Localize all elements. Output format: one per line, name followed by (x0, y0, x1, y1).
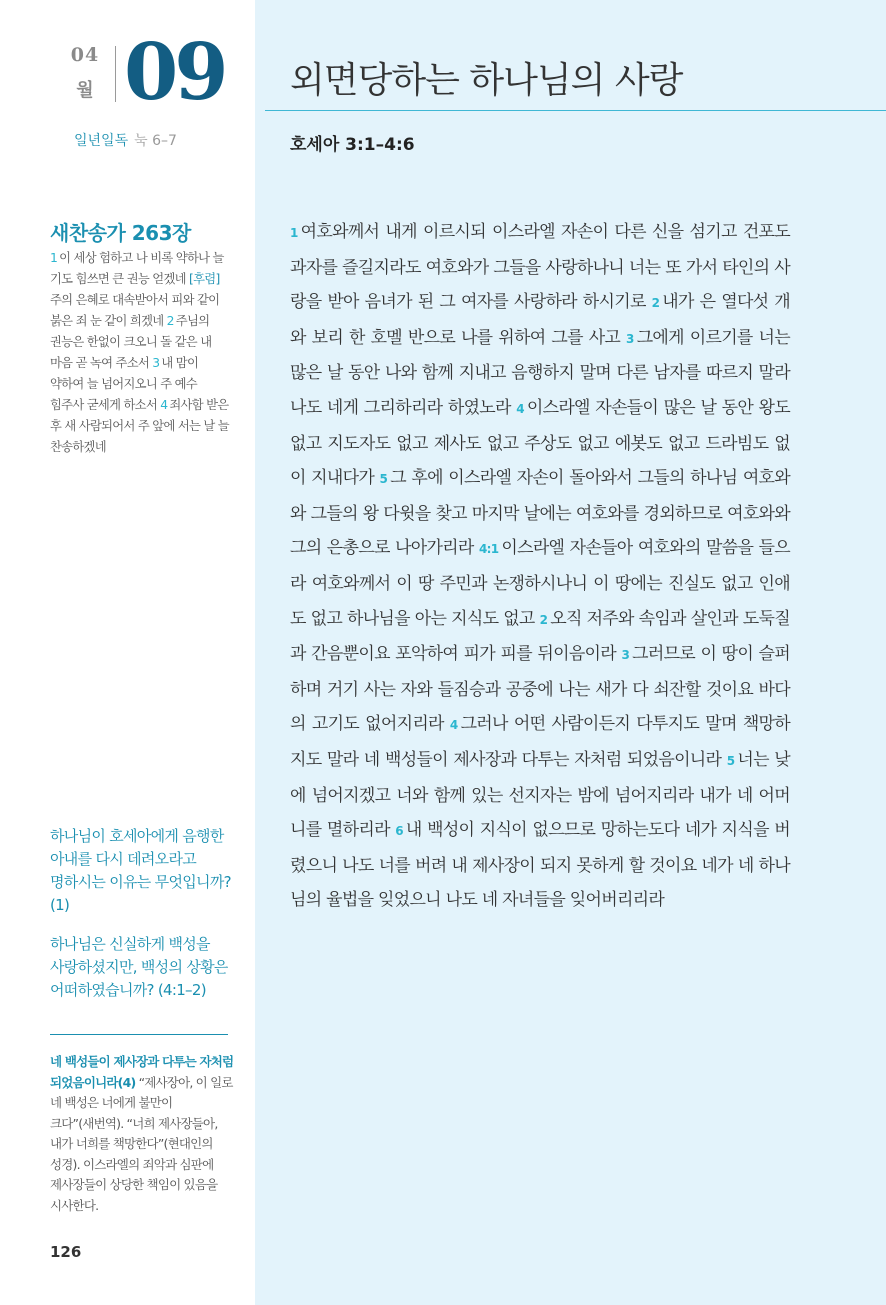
verse-number: 1 (290, 226, 298, 240)
hymn-chorus-label: [후렴] (189, 272, 220, 286)
page-number: 126 (50, 1243, 82, 1261)
verse-number: 4 (449, 718, 458, 733)
title-divider (265, 110, 886, 111)
verse-number: 5 (379, 472, 388, 487)
hymn-verse-number: 3 (152, 356, 160, 370)
verse-text: 이스라엘 자손들이 많은 날 동안 왕도 없고 지도자도 없고 제사도 없고 주상도 없고 에봇도 없고 드라빔도 없이 지내다가 (290, 397, 790, 489)
verse-number: 3 (626, 331, 634, 346)
verse-number: 3 (621, 648, 630, 663)
hymn-chorus-text: 주의 은혜로 대속받아서 피와 같이 붉은 죄 눈 같이 희겠네 (50, 293, 220, 328)
hymn-title: 새찬송가 263장 (50, 221, 191, 245)
sidebar (0, 0, 255, 1305)
verse-text: 내 백성이 지식이 없으므로 망하는도다 네가 지식을 버렸으니 나도 너를 버려 내 제사장이 되지 못하게 할 것이요 네가 네 하나님의 율법을 잊었으니 나도 네 자녀들을 잊어버리리라 (290, 820, 790, 911)
scripture-text (290, 215, 790, 918)
passage-reference: 호세아 3:1–4:6 (290, 135, 415, 155)
verse-number: 5 (726, 753, 735, 768)
commentary-note (50, 1052, 234, 1216)
month-label: 월 (76, 80, 94, 101)
hymn-verse-number: 1 (50, 251, 58, 265)
question: 하나님이 호세아에게 음행한 아내를 다시 데려오라고 명하시는 이유는 무엇입니까? (1) (50, 827, 231, 914)
hymn-verse-text: 내 맘이 약하여 늘 넘어지오니 주 예수 힘주사 굳세게 하소서 (50, 356, 199, 412)
verse-text: 그 후에 이스라엘 자손이 돌아와서 그들의 하나님 여호와와 그들의 왕 다윗을 찾고 마지막 날에는 여호와를 경외하므로 여호와와 그의 은총으로 나아가리라 (290, 468, 790, 559)
reading-plan (74, 130, 177, 150)
reading-plan-label: 일년일독 (74, 133, 129, 149)
hymn-lyrics (50, 248, 232, 458)
verse-text: 그러므로 이 땅이 슬퍼하며 거기 사는 자와 들짐승과 공중에 나는 새가 다 쇠잔할 것이요 바다의 고기도 없어지리라 (290, 644, 790, 735)
sidebar-divider (50, 1034, 228, 1035)
reflection-questions (50, 825, 236, 1018)
verse-text: 여호와께서 내게 이르시되 이스라엘 자손이 다른 신을 섬기고 건포도 과자를 즐길지라도 여호와가 그들을 사랑하나니 너는 또 가서 타인의 사랑을 받아 음녀가 된 그 여자를 사랑하라 하시기로 (290, 222, 790, 313)
page-title: 외면당하는 하나님의 사랑 (290, 60, 683, 101)
verse-number: 6 (395, 824, 403, 839)
hymn-verse-text: 이 세상 험하고 나 비록 약하나 늘 기도 힘쓰면 큰 권능 얻겠네 (50, 251, 224, 286)
note-body: “제사장아, 이 일로 네 백성은 너에게 불만이 크다”(새번역). “너희 제사장들아, 내가 너희를 책망한다”(현대인의 성경). 이스라엘의 죄악과 심판에 제사장들이 상당한 책임이 있음을 시사한다. (50, 1074, 233, 1213)
verse-number: 2 (539, 612, 548, 627)
verse-text: 내가 은 열다섯 개와 보리 한 호멜 반으로 나를 위하여 그를 사고 (290, 292, 790, 348)
verse-text: 그에게 이르기를 너는 많은 날 동안 나와 함께 지내고 음행하지 말며 다른 남자를 따르지 말라 나도 네게 그리하리라 하였노라 (290, 327, 790, 418)
verse-number: 4:1 (478, 542, 499, 557)
verse-text: 이스라엘 자손들아 여호와의 말씀을 들으라 여호와께서 이 땅 주민과 논쟁하시나니 이 땅에는 진실도 없고 인애도 없고 하나님을 아는 지식도 없고 (290, 538, 790, 629)
day-number: 09 (124, 27, 225, 118)
month-number: 04 (70, 44, 100, 66)
date-divider (115, 46, 116, 102)
note-heading: 네 백성들이 제사장과 다투는 자처럼 되었음이니라(4) (50, 1054, 234, 1090)
hymn-verse-text: 죄사함 받은 후 새 사람되어서 주 앞에 서는 날 늘 찬송하겠네 (50, 398, 229, 454)
hymn-verse-number: 2 (166, 314, 174, 328)
verse-text: 그러나 어떤 사람이든지 다투지도 말며 책망하지도 말라 네 백성들이 제사장과 다투는 자처럼 되었음이니라 (290, 714, 790, 770)
verse-number: 4 (516, 401, 524, 416)
hymn-verse-number: 4 (160, 398, 168, 412)
verse-number: 2 (651, 296, 660, 311)
reading-plan-ref: 눅 6–7 (134, 133, 177, 149)
verse-text: 너는 낮에 넘어지겠고 너와 함께 있는 선지자는 밤에 넘어지리라 내가 네 어머니를 멸하리라 (290, 749, 790, 841)
question: 하나님은 신실하게 백성을 사랑하셨지만, 백성의 상황은 어떠하였습니까? (4:1–2) (50, 935, 228, 999)
verse-text: 오직 저주와 속임과 살인과 도둑질과 간음뿐이요 포악하여 피가 피를 뒤이음이라 (290, 608, 790, 665)
hymn-verse-text: 주님의 권능은 한없이 크오니 돌 같은 내 마음 곧 녹여 주소서 (50, 314, 212, 370)
